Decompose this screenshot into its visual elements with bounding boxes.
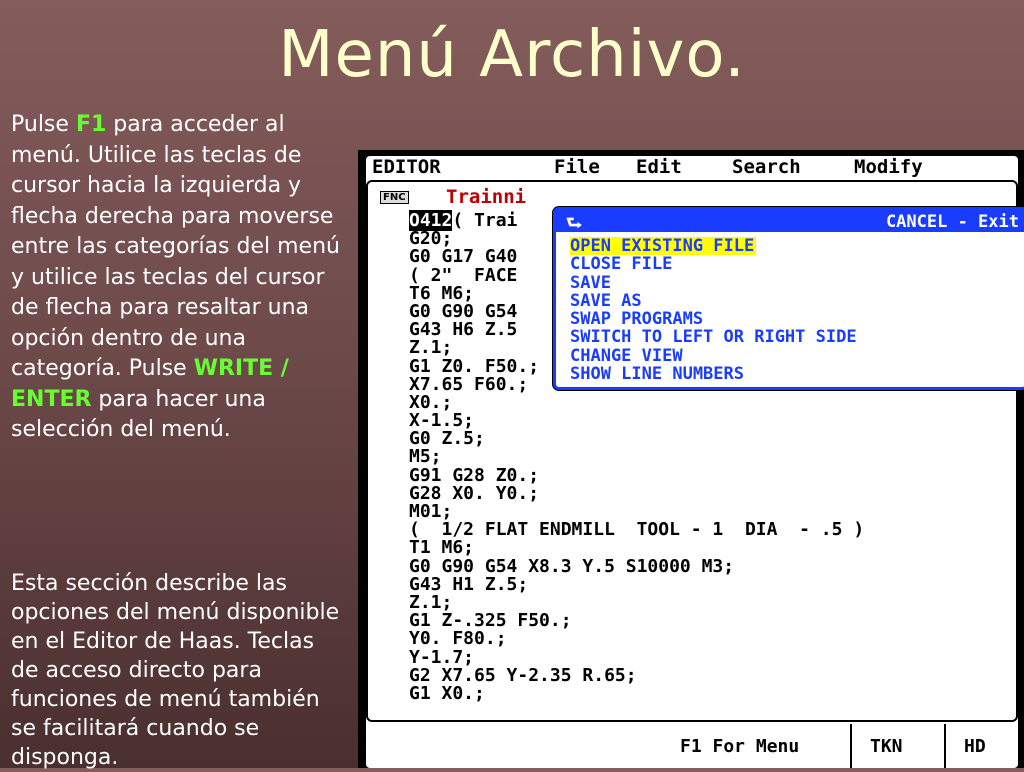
- code-line: M01;: [409, 501, 453, 522]
- editor-window: [366, 156, 1018, 768]
- file-menu-item[interactable]: CHANGE VIEW: [570, 345, 683, 366]
- tkn-indicator: TKN: [870, 736, 903, 757]
- menu-editor-label: EDITOR: [372, 156, 441, 178]
- file-menu-item[interactable]: SAVE AS: [570, 290, 642, 311]
- code-line: Z.1;: [409, 591, 453, 613]
- cancel-exit-label[interactable]: CANCEL - Exit: [885, 212, 1019, 232]
- code-line: Y-1.7;: [409, 646, 475, 668]
- file-menu-item[interactable]: SHOW LINE NUMBERS: [570, 364, 744, 385]
- file-menu-dropdown: [553, 207, 1024, 390]
- f1-key-label: F1: [75, 112, 107, 137]
- code-line: G0 G90 G54 X8.3 Y.5 S10000 M3;: [409, 555, 735, 577]
- editor-statusbar: [366, 724, 1018, 768]
- code-line: G0 G17 G40: [409, 246, 518, 268]
- code-line: X-1.5;: [409, 410, 475, 432]
- menu-edit[interactable]: Edit: [636, 156, 682, 178]
- code-line: G2 X7.65 Y-2.35 R.65;: [409, 664, 637, 686]
- code-line: G28 X0. Y0.;: [409, 482, 540, 504]
- file-menu-item[interactable]: SWITCH TO LEFT OR RIGHT SIDE: [570, 327, 857, 348]
- instructions-paragraph: [11, 110, 341, 446]
- file-menu-items: [570, 236, 857, 383]
- text-cursor: O412: [409, 210, 453, 231]
- slide-title: Menú Archivo.: [278, 18, 746, 92]
- code-line: X0.;: [409, 391, 453, 413]
- f1-menu-hint: F1 For Menu: [680, 736, 800, 757]
- code-line: T1 M6;: [409, 537, 475, 559]
- code-line: ( 2" FACE: [409, 264, 518, 286]
- code-line: G43 H6 Z.5: [409, 319, 518, 341]
- back-arrow-icon[interactable]: ⮑: [566, 213, 583, 234]
- code-line: Z.1;: [409, 337, 453, 359]
- file-menu-item[interactable]: CLOSE FILE: [570, 254, 673, 275]
- code-line: T6 M6;: [409, 282, 475, 304]
- code-line: G1 X0.;: [409, 682, 485, 704]
- statusbar-divider: [850, 724, 852, 768]
- program-editor-pane[interactable]: [366, 180, 1018, 722]
- program-title: Trainni: [446, 186, 527, 208]
- menu-file[interactable]: File: [554, 156, 600, 178]
- file-menu-item[interactable]: SWAP PROGRAMS: [570, 309, 704, 330]
- instructions-text-1: Pulse: [11, 112, 76, 137]
- code-line: G1 Z-.325 F50.;: [409, 610, 572, 632]
- file-menu-item[interactable]: SAVE: [570, 272, 611, 293]
- code-line: G1 Z0. F50.;: [409, 355, 540, 377]
- code-line: M5;: [409, 446, 442, 468]
- code-line: G0 G90 G54: [409, 300, 518, 322]
- file-menu-item[interactable]: OPEN EXISTING FILE: [570, 236, 755, 256]
- code-line: Y0. F80.;: [409, 628, 507, 650]
- code-line: O412( Trai: [409, 210, 518, 231]
- hd-indicator: HD: [964, 736, 986, 757]
- menu-search[interactable]: Search: [732, 156, 801, 178]
- instructions-text-3: para hacer una selección del menú.: [11, 386, 266, 442]
- description-paragraph: Esta sección describe las opciones del menú disponible en el Editor de Haas. Teclas de acceso directo para funciones de menú también se facilitará cuando se disponga.: [11, 571, 340, 770]
- menu-modify[interactable]: Modify: [854, 156, 923, 178]
- dropdown-header: [556, 210, 1024, 232]
- code-line: G91 G28 Z0.;: [409, 464, 540, 486]
- write-enter-key-label: WRITE / ENTER: [11, 356, 289, 412]
- editor-menubar: [366, 156, 1018, 180]
- code-line: X7.65 F60.;: [409, 373, 529, 395]
- code-line: ( 1/2 FLAT ENDMILL TOOL - 1 DIA - .5 ): [409, 519, 865, 541]
- code-line: G20;: [409, 228, 453, 250]
- code-line: G43 H1 Z.5;: [409, 573, 529, 595]
- fnc-icon: FNC: [380, 191, 409, 204]
- code-line: G0 Z.5;: [409, 428, 485, 450]
- instructions-text-2: para acceder al menú. Utilice las teclas de cursor hacia la izquierda y flecha derecha para moverse entre las categorías del menú y utilice las teclas del cursor de flecha para resaltar una opción dentro de una categoría. Pulse: [11, 112, 340, 381]
- haas-editor-screen: [358, 150, 1024, 768]
- statusbar-divider: [944, 724, 946, 768]
